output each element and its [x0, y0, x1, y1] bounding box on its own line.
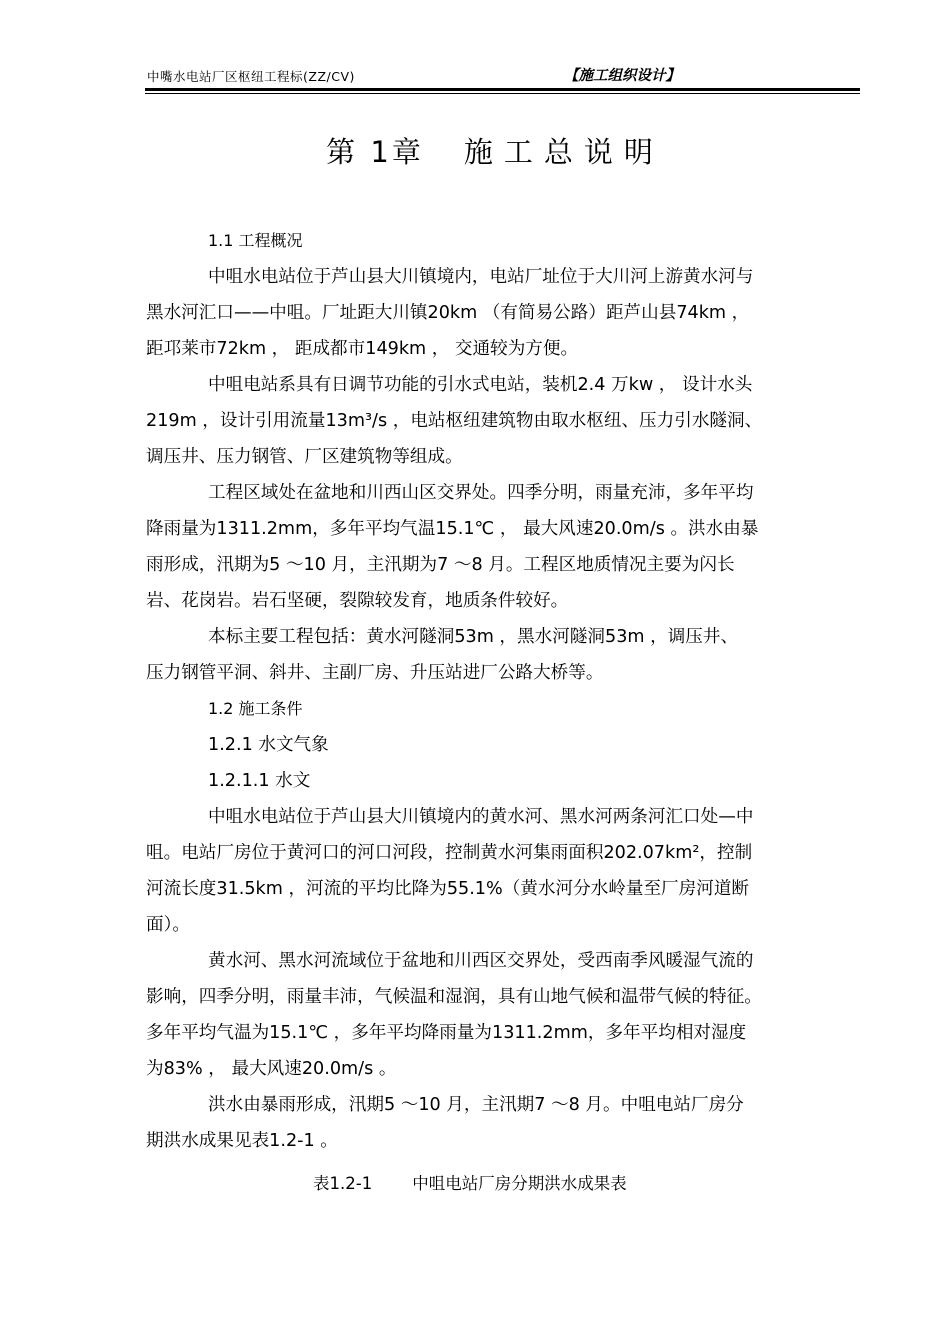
- section-heading-1-1: 1.1 工程概况: [208, 231, 303, 250]
- body-line: 多年平均气温为15.1℃ ，多年平均降雨量为1311.2mm，多年平均相对湿度: [146, 1023, 747, 1043]
- chapter-name: 施工总说明: [463, 135, 664, 169]
- subsection-heading-1-2-1-1: 1.2.1.1 水文: [208, 771, 311, 791]
- body-line: 调压井、压力钢管、厂区建筑物等组成。: [146, 447, 463, 467]
- header-section-name: 【施工组织设计】: [564, 68, 680, 84]
- table-caption: [313, 1170, 627, 1194]
- body-line: 为83% ， 最大风速20.0m/s 。: [146, 1059, 397, 1079]
- body-line: 黑水河汇口——中咀。厂址距大川镇20km （有简易公路）距芦山县74km ，: [146, 303, 750, 323]
- chapter-title: [0, 130, 950, 171]
- body-line: 中咀水电站位于芦山县大川镇境内，电站厂址位于大川河上游黄水河与: [208, 267, 754, 287]
- subsection-heading-1-2-1: 1.2.1 水文气象: [208, 735, 329, 755]
- body-line: 河流长度31.5km ，河流的平均比降为55.1%（黄水河分水岭量至厂房河道断: [146, 879, 750, 899]
- body-line: 219m ，设计引用流量13m³/s ，电站枢纽建筑物由取水枢纽、压力引水隧洞、: [146, 411, 763, 431]
- body-line: 洪水由暴雨形成，汛期5 ～10 月，主汛期7 ～8 月。中咀电站厂房分: [208, 1095, 744, 1115]
- body-line: 压力钢管平洞、斜井、主副厂房、升压站进厂公路大桥等。: [146, 663, 604, 683]
- table-caption-title: 中咀电站厂房分期洪水成果表: [412, 1174, 627, 1193]
- chapter-number: 第 1章: [326, 135, 424, 169]
- header-rule-thick: [145, 88, 860, 91]
- body-line: 岩、花岗岩。岩石坚硬，裂隙较发育，地质条件较好。: [146, 591, 569, 611]
- body-line: 影响，四季分明，雨量丰沛，气候温和湿润，具有山地气候和温带气候的特征。: [146, 987, 762, 1007]
- body-line: 距邛莱市72km ， 距成都市149km ， 交通较为方便。: [146, 339, 579, 359]
- header-rule-thin: [145, 93, 860, 94]
- body-line: 中咀水电站位于芦山县大川镇境内的黄水河、黑水河两条河汇口处—中: [208, 807, 754, 827]
- body-line: 期洪水成果见表1.2-1 。: [146, 1131, 338, 1151]
- section-heading-1-2: 1.2 施工条件: [208, 699, 303, 718]
- body-line: 雨形成，汛期为5 ～10 月，主汛期为7 ～8 月。工程区地质情况主要为闪长: [146, 555, 735, 575]
- body-line: 本标主要工程包括：黄水河隧洞53m ，黑水河隧洞53m ，调压井、: [208, 627, 739, 647]
- page-header: [145, 64, 860, 86]
- body-line: 咀。电站厂房位于黄河口的河口河段，控制黄水河集雨面积202.07km²，控制: [146, 843, 753, 863]
- body-line: 面）。: [146, 915, 190, 935]
- body-line: 黄水河、黑水河流域位于盆地和川西区交界处，受西南季风暖湿气流的: [208, 951, 754, 971]
- table-caption-number: 表1.2-1: [313, 1174, 373, 1193]
- body-line: 中咀电站系具有日调节功能的引水式电站，装机2.4 万kw ， 设计水头: [208, 375, 753, 395]
- body-line: 降雨量为1311.2mm，多年平均气温15.1℃ ， 最大风速20.0m/s 。洪水由暴: [146, 519, 759, 539]
- body-line: 工程区域处在盆地和川西山区交界处。四季分明，雨量充沛，多年平均: [208, 483, 754, 503]
- header-project-name: 中嘴水电站厂区枢纽工程标(ZZ/CV): [147, 69, 355, 84]
